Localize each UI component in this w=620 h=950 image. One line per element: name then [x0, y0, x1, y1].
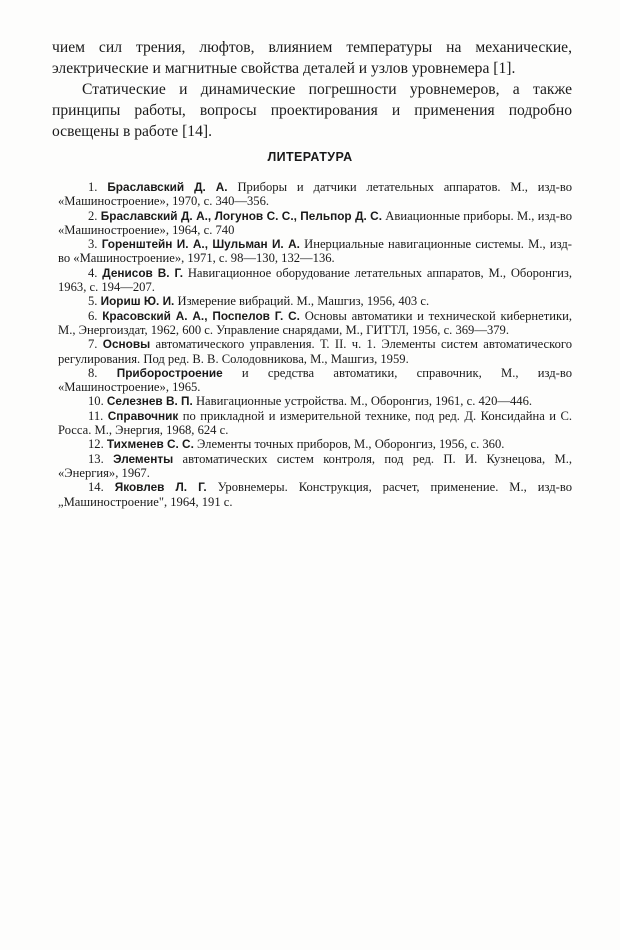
- reference-text: Приборы и датчики летательных аппаратов. М., изд-во «Машиностроение», 1970, с. 340—356.: [58, 180, 572, 209]
- reference-text: Основы автоматики и технической кибернетики, М., Энергоиздат, 1962, 600 с. Управление снарядами, М., ГИТТЛ, 1956, с. 369—379.: [58, 308, 573, 337]
- reference-authors: Элементы: [113, 451, 174, 466]
- reference-number: 1.: [88, 180, 98, 194]
- reference-item: [58, 480, 572, 509]
- reference-authors: Основы: [102, 337, 151, 352]
- reference-authors: Денисов В. Г.: [102, 265, 183, 280]
- reference-authors: Селезнев В. П.: [106, 394, 193, 409]
- reference-text: Навигационное оборудование летательных аппаратов, М., Оборонгиз, 1963, с. 194—207.: [58, 265, 572, 295]
- reference-item: [58, 366, 572, 395]
- reference-number: 4.: [88, 265, 98, 280]
- reference-number: 10.: [88, 394, 104, 409]
- reference-authors: Браславский Д. А.: [107, 180, 228, 194]
- reference-number: 14.: [88, 480, 104, 495]
- reference-authors: Тихменев С. С.: [106, 437, 194, 452]
- reference-text: по прикладной и измерительной технике, под ред. Д. Консидайна и С. Росса. М., Энергия, 1968, 624 с.: [58, 408, 572, 438]
- reference-number: 6.: [88, 308, 98, 323]
- reference-item: [58, 309, 572, 338]
- reference-text: и средства автоматики, справочник, М., изд-во «Машиностроение», 1965.: [58, 365, 573, 395]
- reference-number: 11.: [88, 408, 104, 423]
- reference-item: [58, 180, 572, 209]
- reference-text: Навигационные устройства. М., Оборонгиз, 1961, с. 420—446.: [195, 394, 533, 409]
- reference-text: Измерение вибраций. М., Машгиз, 1956, 403 с.: [177, 294, 430, 309]
- reference-text: автоматического управления. Т. II. ч. 1. Элементы систем автоматического регулирования. Под ред. В. В. Солодовникова, М., Машгиз, 1959.: [58, 337, 573, 366]
- reference-authors: Иориш Ю. И.: [100, 294, 175, 309]
- reference-item: [58, 294, 572, 308]
- reference-number: 5.: [88, 294, 98, 309]
- reference-item: [58, 409, 572, 438]
- references-heading: ЛИТЕРАТУРА: [267, 150, 353, 164]
- reference-item: [58, 394, 572, 408]
- reference-number: 13.: [88, 451, 104, 466]
- reference-number: 7.: [88, 337, 98, 352]
- body-text: [52, 37, 572, 142]
- reference-text: Элементы точных приборов, М., Оборонгиз, 1956, с. 360.: [197, 437, 505, 452]
- reference-item: [58, 266, 572, 295]
- reference-authors: Справочник: [107, 408, 179, 423]
- reference-authors: Горенштейн И. А., Шульман И. А.: [101, 237, 300, 252]
- reference-item: [58, 337, 572, 366]
- reference-number: 2.: [88, 208, 98, 223]
- reference-authors: Приборостроение: [116, 365, 223, 380]
- reference-list: [58, 180, 572, 509]
- reference-text: автоматических систем контроля, под ред. П. И. Кузнецова, М., «Энергия», 1967.: [58, 451, 572, 480]
- reference-authors: Браславский Д. А., Логунов С. С., Пельпор Д. С.: [100, 208, 382, 223]
- reference-authors: Красовский А. А., Поспелов Г. С.: [102, 308, 300, 323]
- reference-text: Уровнемеры. Конструкция, расчет, применение. М., изд-во „Машиностроение", 1964, 191 с.: [58, 480, 573, 509]
- reference-authors: Яковлев Л. Г.: [114, 480, 207, 495]
- paragraph-errors: Статические и динамические погрешности уровнемеров, а также принципы работы, вопросы проектирования и применения подробно освещены в работе [14].: [52, 81, 572, 140]
- reference-item: [58, 452, 572, 481]
- reference-number: 12.: [88, 437, 104, 452]
- reference-number: 3.: [88, 237, 98, 252]
- reference-item: [58, 437, 572, 451]
- reference-item: [58, 237, 572, 266]
- paragraph-continuation: чием сил трения, люфтов, влиянием температуры на механические, электрические и магнитные свойства деталей и узлов уровнемера [1].: [52, 39, 572, 77]
- reference-item: [58, 209, 572, 238]
- reference-text: Инерциальные навигационные системы. М., изд-во «Машиностроение», 1971, с. 98—130, 132—136.: [58, 237, 572, 266]
- reference-number: 8.: [88, 365, 98, 380]
- reference-text: Авиационные приборы. М., изд-во «Машиностроение», 1964, с. 740: [58, 208, 573, 237]
